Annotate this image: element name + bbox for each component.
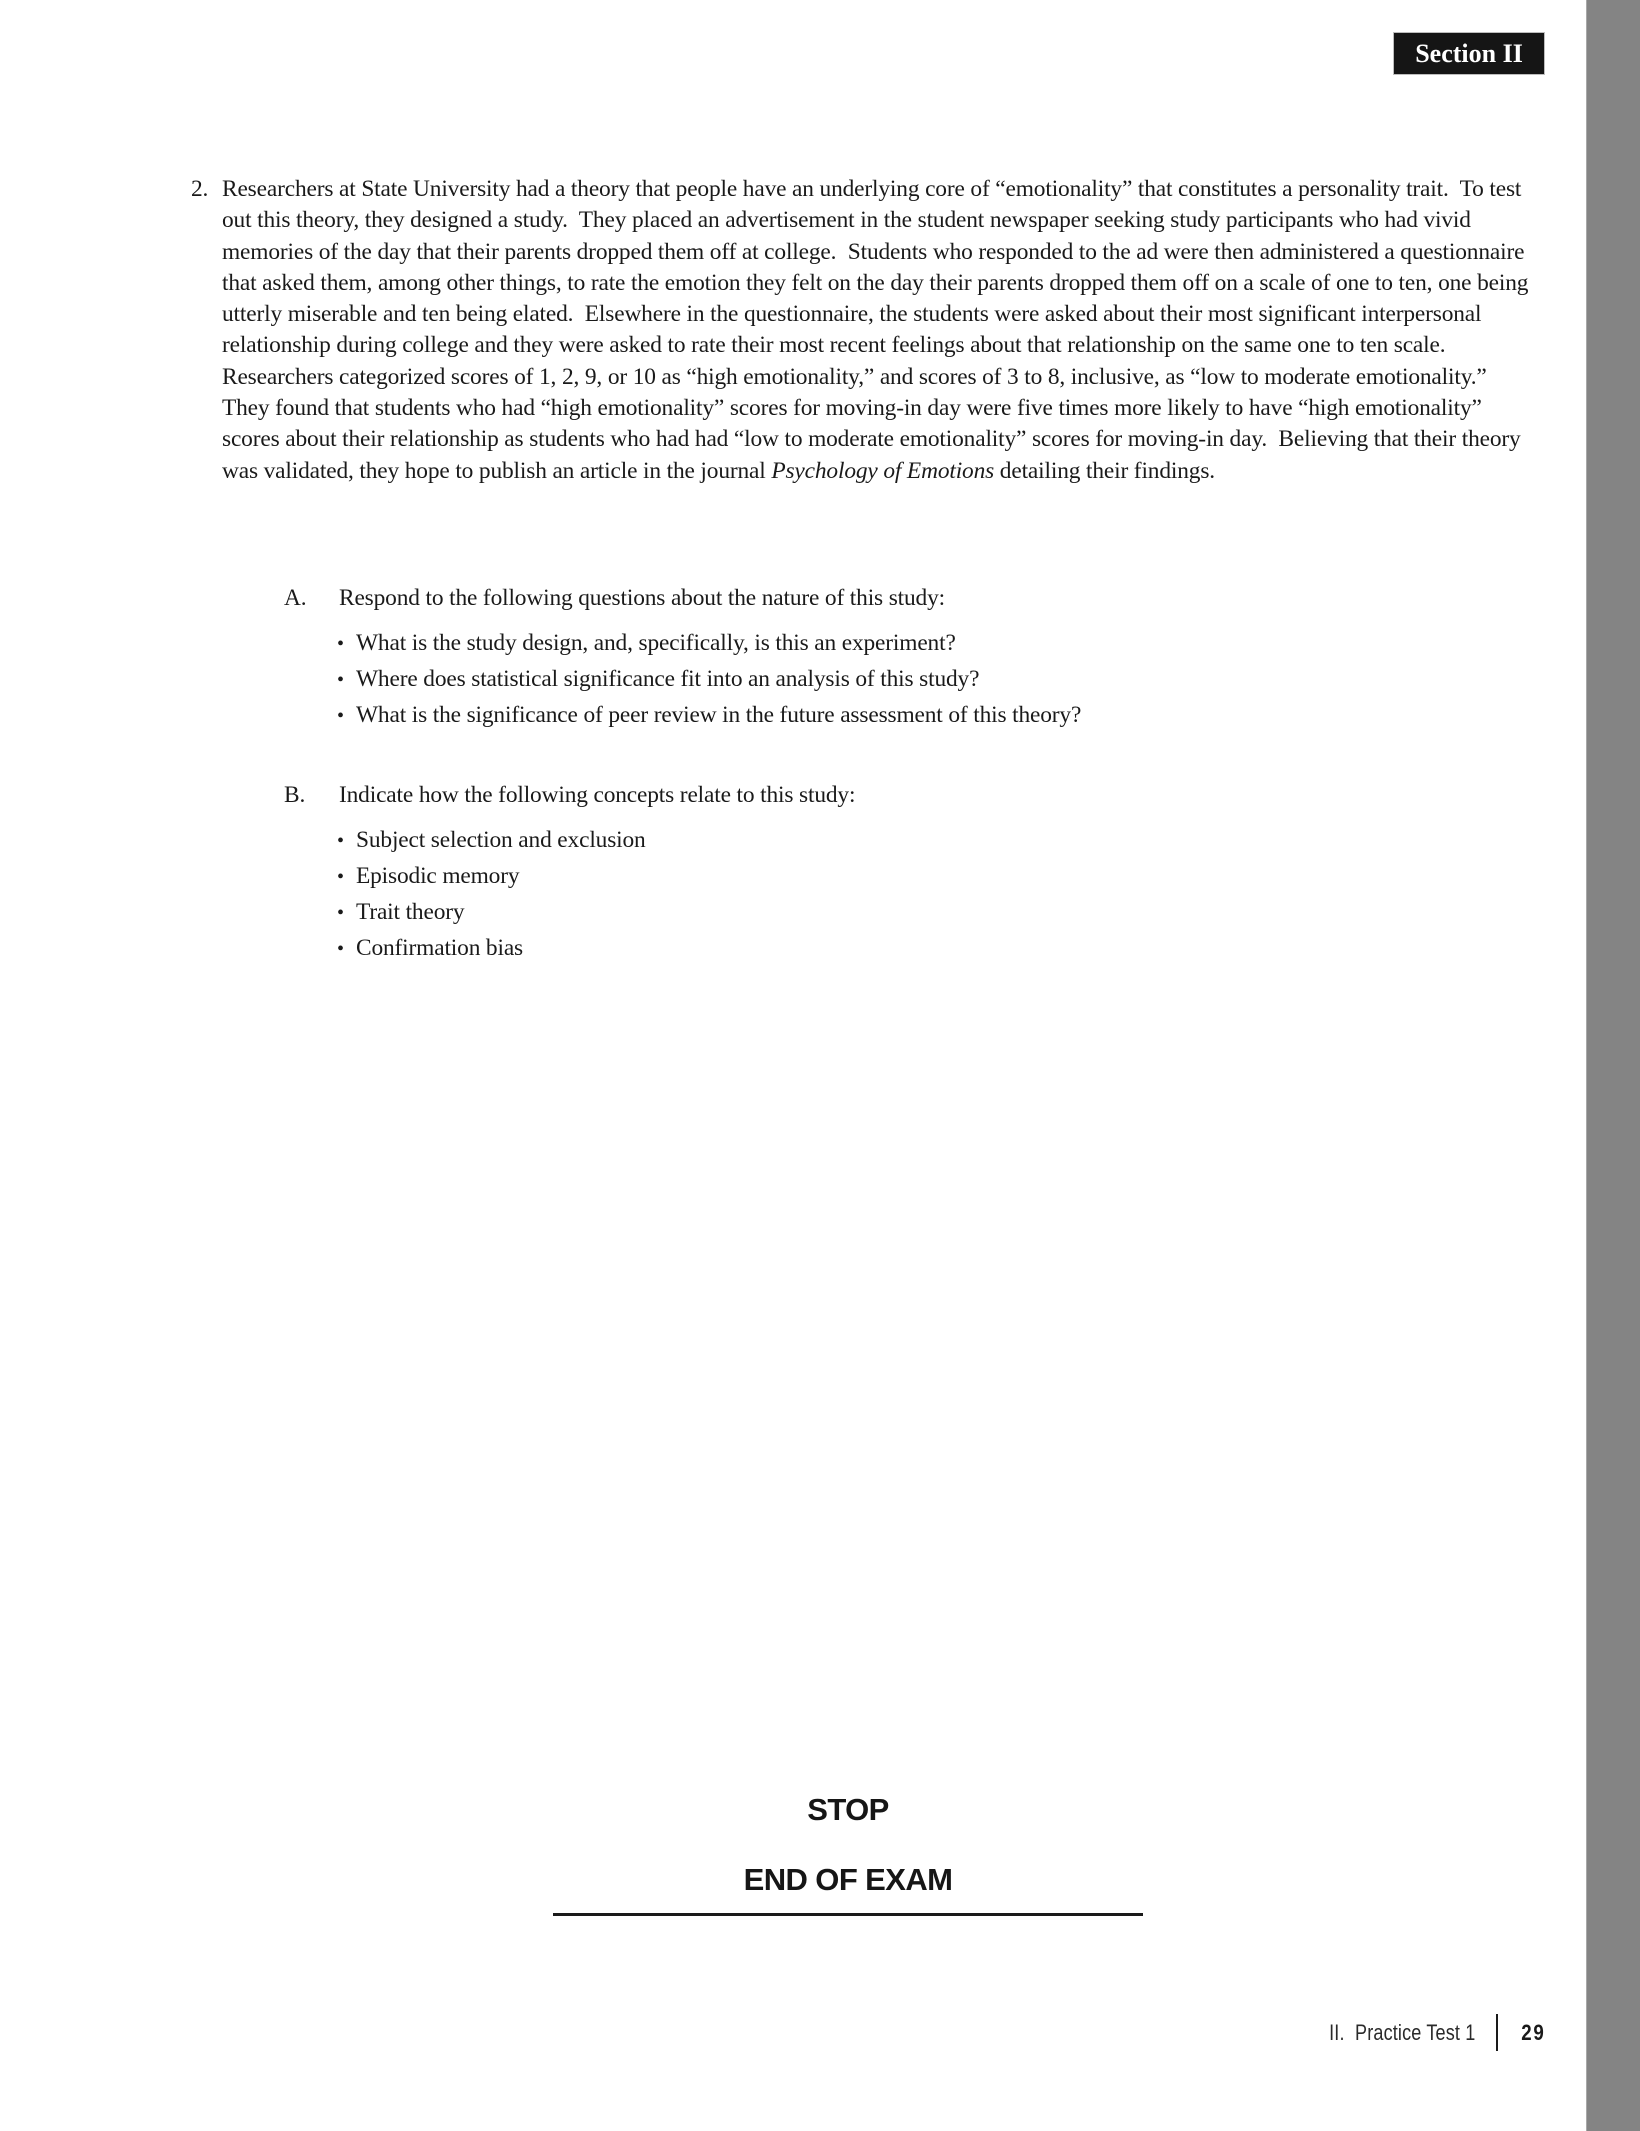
question-number: 2.	[191, 176, 209, 202]
bullet-text: What is the study design, and, specifically, is this an experiment?	[356, 630, 956, 656]
end-divider-rule	[553, 1913, 1143, 1916]
list-item	[337, 697, 1484, 733]
bullet-text: Episodic memory	[356, 863, 520, 889]
bullet-text: What is the significance of peer review in the future assessment of this theory?	[356, 702, 1082, 728]
list-item	[337, 894, 1484, 930]
stop-heading: STOP	[807, 1792, 889, 1827]
bullet-text: Where does statistical significance fit into an analysis of this study?	[356, 666, 980, 692]
section-badge	[1394, 33, 1544, 74]
question-body-end: detailing their findings.	[994, 457, 1215, 484]
list-item	[337, 822, 1484, 858]
question-body: Researchers at State University had a theory that people have an underlying core of “emotionality” that constitutes a personality trait. To test out this theory, they designed a study. They placed an advertisement in the student newspaper seeking study participants who had vivid memories of the day that their parents dropped them off at college. Students who responded to the ad were then administered a questionnaire that asked them, among other things, to rate the emotion they felt on the day their parents dropped them off on a scale of one to ten, one being utterly miserable and ten being elated. Elsewhere in the questionnaire, the students were asked about their most significant interpersonal relationship during college and they were asked to rate their most recent feelings about that relationship on the same one to ten scale. Researchers categorized scores of 1, 2, 9, or 10 as “high emotionality,” and scores of 3 to 8, inclusive, as “low to moderate emotionality.” They found that students who had “high emotionality” scores for moving-in day were five times more likely to have “high emotionality” scores about their relationship as students who had had “low to moderate emotionality” scores for moving-in day. Believing that their theory was validated, they hope to publish an article in the journal	[222, 176, 1529, 484]
part-a	[284, 582, 1484, 733]
part-b-prompt: Indicate how the following concepts relate to this study:	[339, 782, 856, 808]
bullet-icon: •	[337, 902, 344, 924]
part-b-bullet-list	[337, 822, 1484, 966]
bullet-text: Subject selection and exclusion	[356, 827, 646, 853]
footer-section-label: II. Practice Test 1	[1328, 2020, 1475, 2045]
list-item	[337, 858, 1484, 894]
part-a-label: A.	[284, 585, 307, 611]
bullet-icon: •	[337, 830, 344, 852]
bullet-icon: •	[337, 633, 344, 655]
question-text	[222, 174, 1541, 487]
end-of-exam-heading: END OF EXAM	[743, 1862, 953, 1897]
bullet-icon: •	[337, 866, 344, 888]
bullet-icon: •	[337, 669, 344, 691]
list-item	[337, 625, 1484, 661]
part-a-prompt: Respond to the following questions about the nature of this study:	[339, 585, 945, 611]
bullet-icon: •	[337, 705, 344, 727]
page-number: 29	[1520, 2020, 1545, 2045]
section-label: Section II	[1415, 38, 1523, 68]
bullet-icon: •	[337, 938, 344, 960]
part-b	[284, 779, 1484, 966]
part-a-bullet-list	[337, 625, 1484, 733]
bullet-text: Confirmation bias	[356, 935, 524, 961]
bullet-text: Trait theory	[356, 899, 465, 925]
list-item	[337, 661, 1484, 697]
journal-title: Psychology of Emotions	[771, 457, 995, 484]
question-block	[191, 174, 1541, 487]
list-item	[337, 930, 1484, 966]
part-b-label: B.	[284, 782, 306, 808]
footer-divider	[1496, 2014, 1498, 2051]
page-footer	[1200, 2014, 1545, 2052]
